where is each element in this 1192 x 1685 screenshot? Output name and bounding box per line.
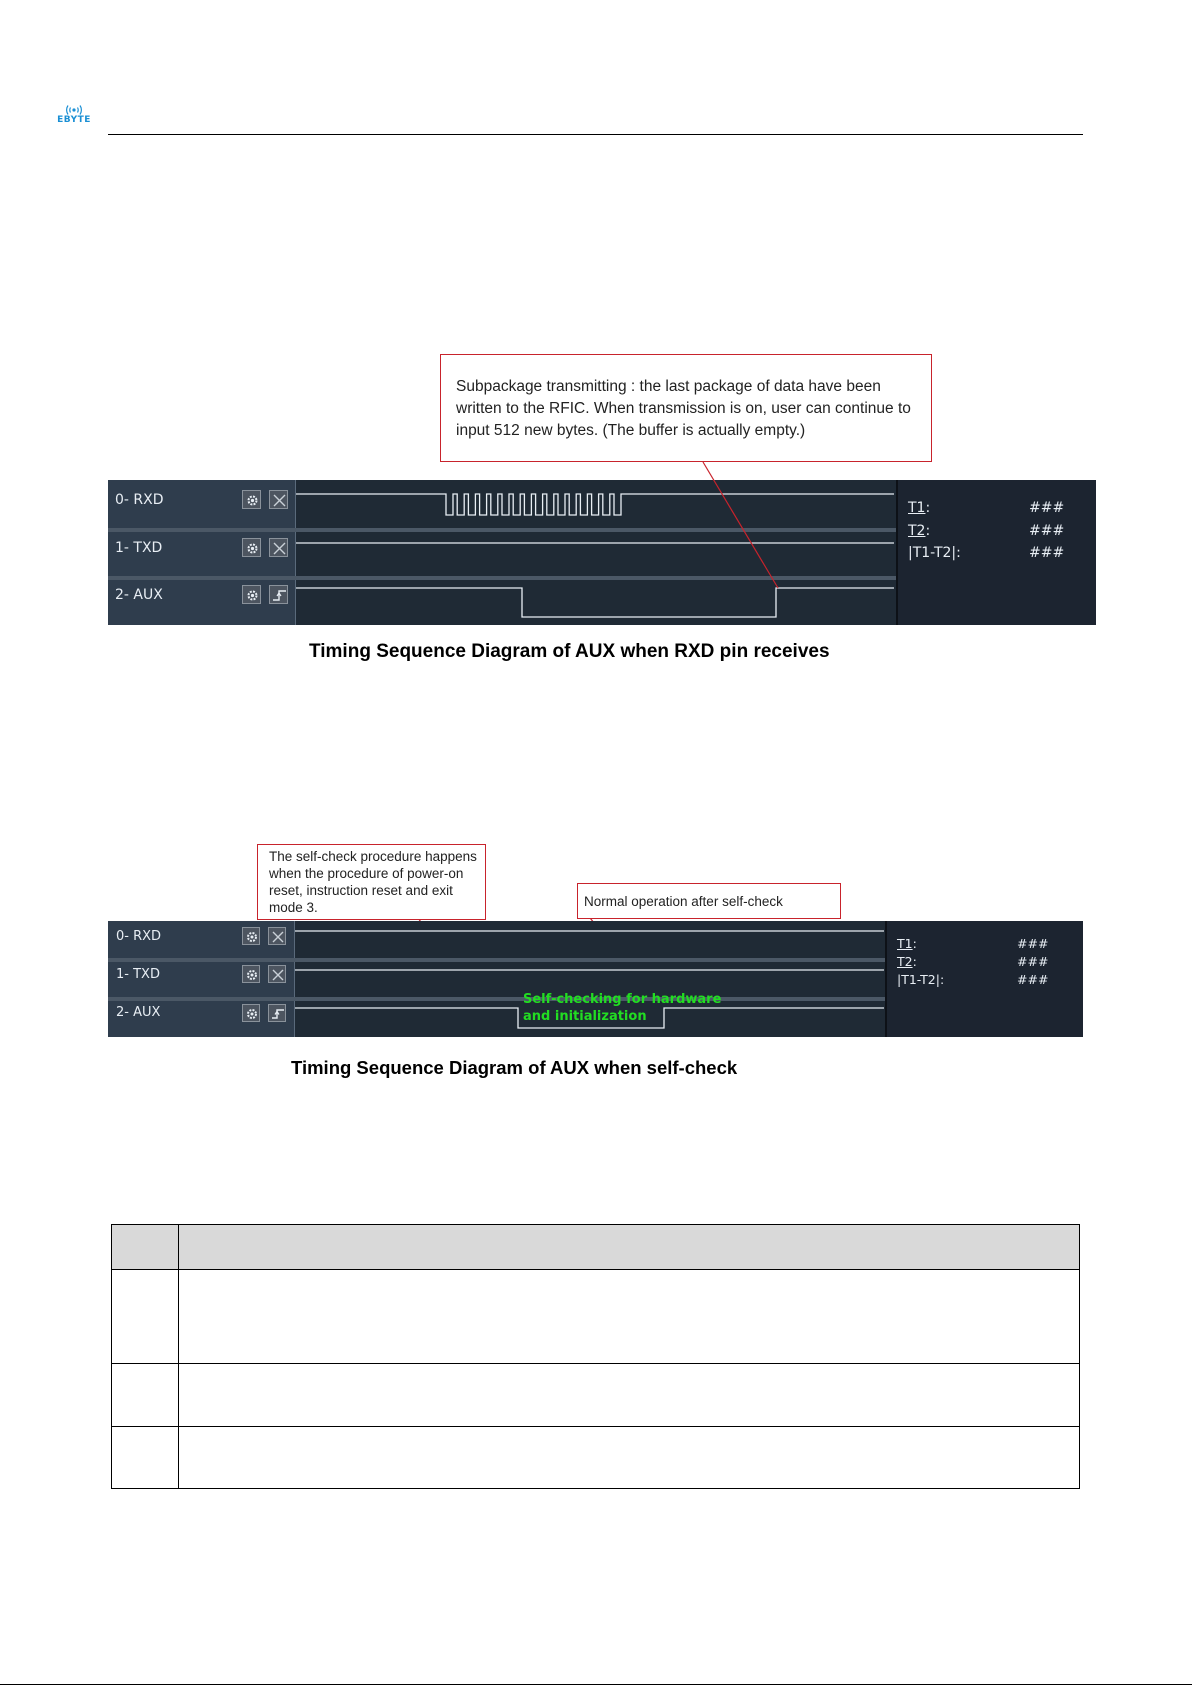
- self-check-note: Self-checking for hardware and initialization: [523, 992, 722, 1024]
- measurement-diff-value: ###: [1029, 545, 1065, 561]
- edge-trigger-icon[interactable]: [269, 585, 288, 604]
- callout-subpackage: Subpackage transmitting : the last package of data have been written to the RFIC. When transmission is on, user can continue to input 512 new bytes. (The buffer is actually empty.): [440, 354, 932, 462]
- table-header-cell: [112, 1225, 179, 1270]
- measurement-diff-label: |T1-T2|:: [897, 972, 945, 987]
- measurement-t1-label: T1:: [908, 500, 931, 516]
- measurement-t1-value: ###: [1017, 936, 1049, 951]
- measurement-t1-label: T1:: [897, 936, 917, 951]
- table-row: [112, 1427, 1080, 1489]
- gear-icon[interactable]: [242, 965, 260, 983]
- table-row: [112, 1270, 1080, 1364]
- table-cell: [179, 1364, 1080, 1427]
- table-header-cell: [179, 1225, 1080, 1270]
- empty-table: [111, 1224, 1080, 1489]
- header-divider: [108, 134, 1083, 135]
- table-cell: [112, 1364, 179, 1427]
- gear-icon[interactable]: [242, 490, 261, 509]
- close-icon[interactable]: [268, 965, 286, 983]
- timing-diagram-rxd: [108, 480, 1096, 625]
- channel-label-rxd: 0- RXD: [116, 929, 162, 944]
- measurement-t2-value: ###: [1029, 523, 1065, 539]
- close-icon[interactable]: [269, 538, 288, 557]
- table-cell: [112, 1270, 179, 1364]
- diagram2-caption: Timing Sequence Diagram of AUX when self-check: [291, 1057, 738, 1078]
- table-row: [112, 1364, 1080, 1427]
- measurement-t2-label: T2:: [908, 523, 931, 539]
- table-cell: [112, 1427, 179, 1489]
- measurement-diff-label: |T1-T2|:: [908, 545, 961, 561]
- timing-diagram-self-check: [108, 921, 1083, 1037]
- measurement-diff-value: ###: [1017, 972, 1049, 987]
- wifi-signal-icon: [52, 102, 96, 116]
- edge-trigger-icon[interactable]: [268, 1004, 286, 1022]
- ebyte-logo: [52, 102, 96, 128]
- close-icon[interactable]: [269, 490, 288, 509]
- channel-label-aux: 2- AUX: [115, 587, 163, 603]
- measurement-t1-value: ###: [1029, 500, 1065, 516]
- channel-label-txd: 1- TXD: [115, 540, 163, 556]
- channel-label-txd: 1- TXD: [116, 967, 160, 982]
- callout-normal-operation: Normal operation after self-check: [577, 883, 841, 919]
- gear-icon[interactable]: [242, 585, 261, 604]
- channel-label-rxd: 0- RXD: [115, 492, 164, 508]
- gear-icon[interactable]: [242, 927, 260, 945]
- measurement-t2-label: T2:: [897, 954, 917, 969]
- callout-self-check: The self-check procedure happens when the procedure of power-on reset, instruction reset and exit mode 3.: [257, 844, 486, 920]
- close-icon[interactable]: [268, 927, 286, 945]
- table-cell: [179, 1270, 1080, 1364]
- table-cell: [179, 1427, 1080, 1489]
- measurement-t2-value: ###: [1017, 954, 1049, 969]
- gear-icon[interactable]: [242, 1004, 260, 1022]
- table-header-row: [112, 1225, 1080, 1270]
- gear-icon[interactable]: [242, 538, 261, 557]
- channel-label-aux: 2- AUX: [116, 1005, 161, 1020]
- diagram1-caption: Timing Sequence Diagram of AUX when RXD pin receives: [309, 641, 830, 662]
- logo-text: EBYTE: [57, 115, 91, 125]
